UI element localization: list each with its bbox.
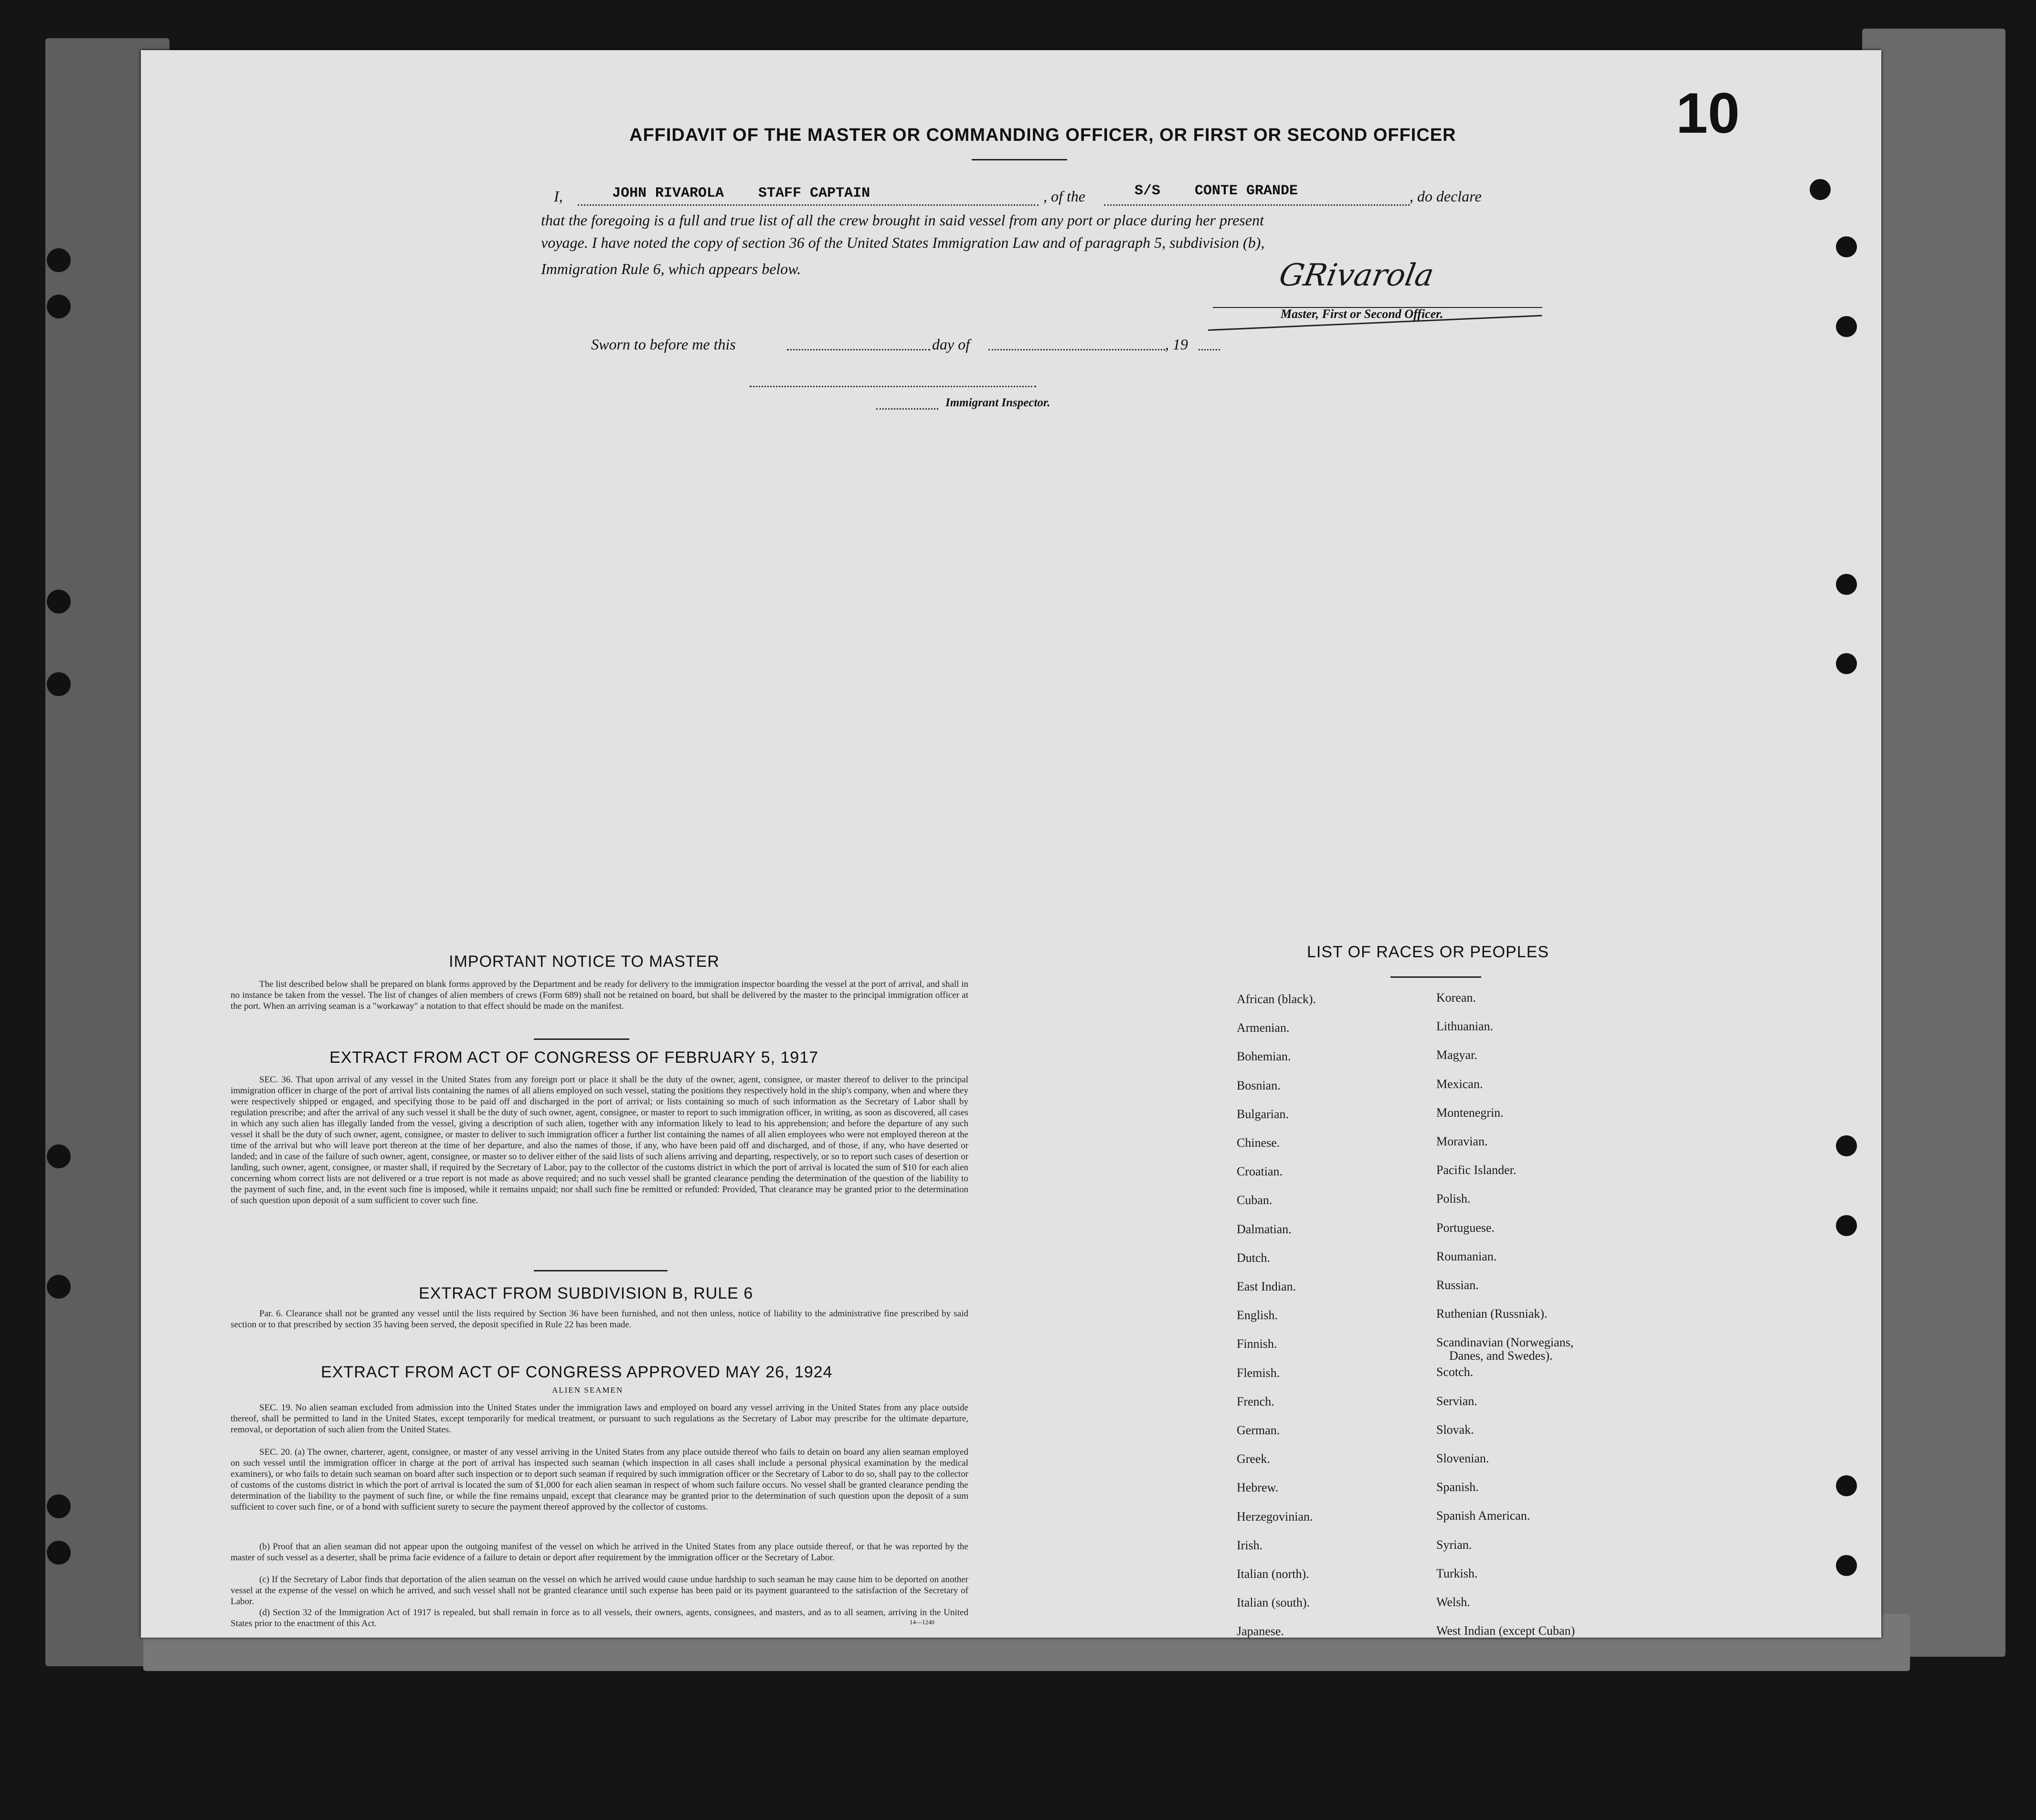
race-item: Slovenian. [1436, 1451, 1489, 1465]
race-item: Russian. [1436, 1278, 1479, 1292]
declaration-line-4: Immigration Rule 6, which appears below. [541, 260, 801, 277]
binder-hole [1836, 1555, 1857, 1576]
binder-hole [1836, 653, 1857, 674]
race-item: Roumanian. [1436, 1249, 1497, 1263]
race-item: Italian (south). [1237, 1596, 1310, 1610]
notice-rule [534, 1038, 629, 1040]
extract-1924-title: EXTRACT FROM ACT OF CONGRESS APPROVED MAY 26, 1924 [321, 1363, 833, 1381]
sworn-month-underline [988, 349, 1165, 350]
race-item: Welsh. [1436, 1595, 1470, 1609]
race-item: Greek. [1237, 1452, 1271, 1466]
affidavit-title: AFFIDAVIT OF THE MASTER OR COMMANDING OFFICER, OR FIRST OR SECOND OFFICER [629, 125, 1456, 145]
binder-hole [1836, 1475, 1857, 1496]
binder-hole [47, 1541, 71, 1565]
race-item: Spanish. [1436, 1480, 1479, 1494]
extract-rule6-body: Par. 6. Clearance shall not be granted any vessel until the lists required by Section 36 have been furnished, and not then unless, notice of liability to the administrative fine prescribed by said section or to that prescribed by section 35 having been served, the deposit specified in Rule 22 has been made. [231, 1309, 968, 1330]
inspector-title-underline [876, 408, 938, 410]
inspector-signature-line [750, 386, 1036, 387]
declaration-line-2: that the foregoing is a full and true list of all the crew brought in said vessel from any port or place during her present [541, 212, 1264, 229]
binder-hole [47, 672, 71, 696]
extract-1924-sec20b: (b) Proof that an alien seaman did not appear upon the outgoing manifest of the vessel on which he arrived in the United States from any place outside thereof, or that he was reported by the master of such vessel as a deserter, shall be prima facie evidence of a failure to detain or deport after requirement by the immigration officer or the Secretary of Labor. [231, 1542, 968, 1563]
race-item: Bosnian. [1237, 1078, 1281, 1092]
race-item: Scotch. [1436, 1365, 1474, 1379]
binder-hole [47, 1494, 71, 1518]
binder-hole [1836, 316, 1857, 337]
title-rule [972, 159, 1067, 160]
race-item: Armenian. [1237, 1021, 1290, 1035]
declaration-do-declare: , do declare [1410, 188, 1482, 205]
race-item: German. [1237, 1423, 1280, 1437]
page-stamp-number: 10 [1676, 81, 1740, 145]
binder-hole [1810, 179, 1831, 200]
signer-title: Master, First or Second Officer. [1281, 307, 1443, 321]
sworn-year-underline [1198, 349, 1220, 350]
binder-hole [47, 590, 71, 614]
race-item: Irish. [1237, 1538, 1263, 1552]
extract-rule6-title: EXTRACT FROM SUBDIVISION B, RULE 6 [419, 1284, 753, 1302]
race-item: Portuguese. [1436, 1220, 1495, 1235]
sworn-day-underline [787, 349, 930, 350]
race-item: Spanish American. [1436, 1509, 1530, 1523]
master-signature: GRivarola [1276, 258, 1437, 293]
race-item: Flemish. [1237, 1365, 1280, 1380]
binder-hole [1836, 574, 1857, 595]
name-underline [578, 204, 1039, 206]
race-item: Syrian. [1436, 1537, 1472, 1552]
notice-body: The list described below shall be prepared on blank forms approved by the Department and be ready for delivery to the immigration inspector boarding the vessel at the port of arrival, and shall in no instance be taken from the vessel. The list of changes of alien members of crews (Form 689) shall not be retained on board, but shall be delivered by the master to the principal immigration officer at the port. When an arriving seaman is a "workaway" a notation to that effect should be made on the manifest. [231, 979, 968, 1011]
race-item: Korean. [1436, 991, 1476, 1005]
race-item: Polish. [1436, 1192, 1471, 1206]
race-item: Ruthenian (Russniak). [1436, 1307, 1548, 1321]
race-item: Montenegrin. [1436, 1105, 1504, 1120]
races-title: LIST OF RACES OR PEOPLES [1307, 943, 1549, 961]
race-item: Croatian. [1237, 1164, 1283, 1179]
vessel-underline [1104, 204, 1410, 206]
binder-hole [47, 248, 71, 272]
race-item: Scandinavian (Norwegians, [1436, 1335, 1574, 1350]
race-item: Bulgarian. [1237, 1107, 1289, 1121]
extract-1917-title: EXTRACT FROM ACT OF CONGRESS OF FEBRUARY 5, 1917 [329, 1048, 819, 1067]
vessel-filled-field: S/S CONTE GRANDE [1135, 183, 1298, 199]
extract-1924-subtitle: ALIEN SEAMEN [552, 1386, 624, 1395]
binder-hole [47, 295, 71, 318]
binder-hole [1836, 1215, 1857, 1236]
race-item: Dutch. [1237, 1250, 1271, 1265]
extract-1917-body: SEC. 36. That upon arrival of any vessel in the United States from any foreign port or place it shall be the duty of the owner, agent, consignee, or master thereof to deliver to the principal immigration officer in charge of the port of arrival lists containing the names of all aliens employed on such vessel, stating the positions they respectively hold in the ship's company, when and where they were respectively shipped or engaged, and specifying those to be paid off and discharged in the port of arrival; or lists containing so much of such information as the Secretary of Labor shall by regulation prescribe; and after the arrival of any such vessel it shall be the duty of such owner, agent, consignee, or master to report to such immigration officer, in writing, as soon as discovered, all cases in which any such alien has illegally landed from the vessel, giving a description of such alien, together with any information likely to lead to his apprehension; and before the departure of any such vessel it shall be the duty of such owner, agent, consignee, or master to deliver to such immigration officer a further list containing the names of all alien employees who were not employed thereon at the time of the arrival but who will leave port thereon at the time of her departure, and also the names of those, if any, who have been paid off and discharged, and of those, if any, who have deserted or landed; and in case of the failure of such owner, agent, consignee, or master so to deliver either of the said lists of such aliens arriving and departing, respectively, or so to report such cases of desertion or landing, such owner, agent, consignee, or master shall, if required by the Secretary of Labor, pay to the collector of the customs district in which the port of arrival is located the sum of $10 for each alien concerning whom correct lists are not delivered or a true report is not made as above required; and no such vessel shall be granted clearance pending the determination of the question of the liability to the payment of such fine, and, in the event such fine is imposed, while it remains unpaid; nor shall such fine be remitted or refunded: Provided, That clearance may be granted prior to the determination of such question upon deposit of a sum sufficient to cover such fine. [231, 1075, 968, 1206]
race-item: Pacific Islander. [1436, 1163, 1516, 1177]
race-item: Japanese. [1237, 1624, 1284, 1639]
race-item: French. [1237, 1394, 1274, 1408]
extract-1917-rule [534, 1270, 668, 1271]
name-filled-field: JOHN RIVAROLA STAFF CAPTAIN [612, 185, 870, 201]
races-rule [1390, 976, 1481, 978]
binder-hole [47, 1144, 71, 1168]
race-item: Finnish. [1237, 1337, 1277, 1351]
race-item: Bohemian. [1237, 1049, 1291, 1064]
page-edge-right [1862, 29, 2005, 1657]
race-item: Dalmatian. [1237, 1222, 1292, 1236]
race-item: African (black). [1237, 992, 1316, 1006]
notice-title: IMPORTANT NOTICE TO MASTER [449, 952, 720, 971]
year-prefix: , 19 [1165, 336, 1188, 353]
race-item: East Indian. [1237, 1280, 1296, 1293]
declaration-line-3: voyage. I have noted the copy of section 36 of the United States Immigration Law and of paragraph 5, subdivision (b), [541, 234, 1265, 251]
day-of-label: day of [932, 336, 970, 353]
race-item: Italian (north). [1237, 1567, 1309, 1581]
extract-1924-sec20a: SEC. 20. (a) The owner, charterer, agent, consignee, or master of any vessel arriving in the United States from any place outside thereof who fails to detain on board any alien seaman employed on such vessel until the immigration officer in charge at the port of arrival has inspected such seaman (which inspection in all cases shall include a personal physical examination by the medical examiners), or who fails to detain such seaman on board after such inspection or to deport such seaman if required by such immigration officer or the Secretary of Labor to do so, shall pay to the collector of customs of the customs district in which the port of arrival is located the sum of $1,000 for each alien seaman in respect of whom such failure occurs. No vessel shall be granted clearance pending the determination of the liability to the payment of such fine, or while the fine remains unpaid, except that clearance may be granted prior to the determination of such question upon the deposit of a sum sufficient to cover such fine, or of a bond with sufficient surety to secure the payment thereof approved by the collector of customs. [231, 1447, 968, 1512]
extract-1924-sec19: SEC. 19. No alien seaman excluded from admission into the United States under the immigration laws and employed on board any vessel arriving in the United States from any place outside thereof, shall be permitted to land in the United States, except temporarily for medical treatment, or pursuant to such regulations as the Secretary of Labor may prescribe for the ultimate departure, removal, or deportation of such alien from the United States. [231, 1403, 968, 1435]
inspector-label: Immigrant Inspector. [945, 396, 1050, 409]
race-item: Moravian. [1436, 1134, 1488, 1148]
race-item: Danes, and Swedes). [1449, 1349, 1553, 1363]
binder-hole [1836, 1135, 1857, 1156]
race-item: Hebrew. [1237, 1481, 1279, 1495]
race-item: West Indian (except Cuban) [1436, 1624, 1575, 1638]
race-item: Slovak. [1436, 1422, 1474, 1437]
binder-hole [1836, 236, 1857, 257]
extract-1924-sec20c: (c) If the Secretary of Labor finds that deportation of the alien seaman on the vessel on which he arrived would cause undue hardship to such seaman he may cause him to be deported on another vessel at the expense of the vessel on which he arrived, and such vessel shall not be granted clearance until such expense has been paid or its payment guaranteed to the satisfaction of the Secretary of Labor. [231, 1575, 968, 1607]
sworn-label: Sworn to before me this [591, 336, 736, 353]
race-item: Servian. [1436, 1394, 1477, 1408]
race-item: Cuban. [1237, 1193, 1272, 1207]
race-item: Lithuanian. [1436, 1019, 1494, 1034]
race-item: Turkish. [1436, 1566, 1478, 1580]
race-item: Chinese. [1237, 1136, 1280, 1150]
form-number: 14—1240 [910, 1619, 934, 1626]
race-item: Herzegovinian. [1237, 1509, 1313, 1524]
race-item: Magyar. [1436, 1048, 1477, 1062]
binder-hole [47, 1275, 71, 1299]
race-item: Mexican. [1436, 1077, 1483, 1091]
declaration-i: I, [554, 188, 563, 205]
race-item: English. [1237, 1308, 1278, 1323]
extract-1924-sec20d: (d) Section 32 of the Immigration Act of 1917 is repealed, but shall remain in force as to all vessels, their owners, agents, consignees, and masters, and as to all seamen, arriving in the United States prior to the enactment of this Act. [231, 1608, 968, 1629]
affidavit-page [141, 50, 1881, 1638]
declaration-of-the: , of the [1043, 188, 1085, 205]
